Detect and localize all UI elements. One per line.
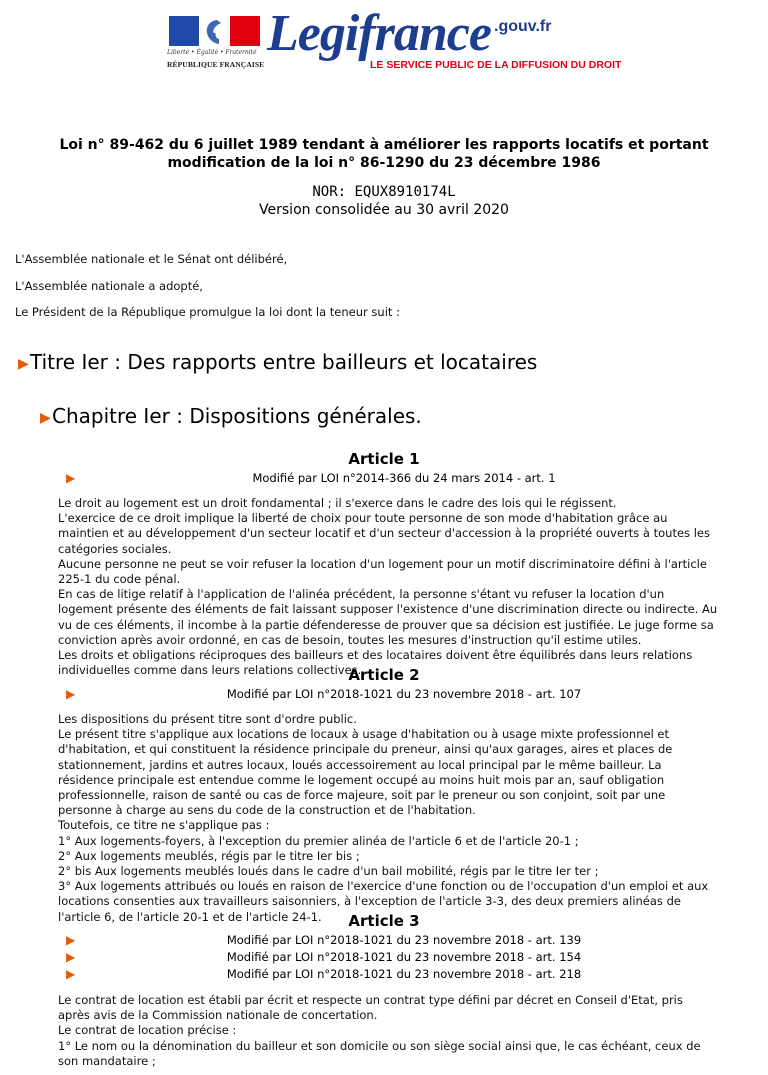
modification-link[interactable] (0, 686, 768, 702)
brand-name: Legifrance (267, 5, 491, 62)
text-line: Le présent titre s'applique aux locations de locaux à usage d'habitation ou à usage mixte professionnel et (58, 727, 669, 742)
modification-link[interactable] (0, 966, 768, 982)
nor-number: NOR: EQUX8910174L (312, 184, 456, 200)
tricolor-flag-icon (169, 16, 260, 46)
article-3-body (58, 993, 760, 1069)
article-3-title: Article 3 (348, 912, 420, 930)
text-line: catégories sociales. (58, 541, 172, 556)
text-line: En cas de litige relatif à l'application de l'alinéa précédent, la personne s'étant vu refuser la location d'un (58, 587, 665, 602)
text-line: L'exercice de ce droit implique la liberté de choix pour toute personne de son mode d'habitation grâce au (58, 511, 668, 526)
intro-line: L'Assemblée nationale a adopté, (15, 279, 203, 293)
text-line: stationnement, jardins et autres locaux, loués accessoirement au local principal par le même bailleur. La (58, 757, 662, 772)
article-1-title: Article 1 (348, 450, 420, 468)
text-line: professionnelle, raison de santé ou cas de force majeure, soit par le preneur ou son conjoint, soit par une (58, 788, 666, 803)
chapitre-heading[interactable] (40, 403, 422, 431)
text-line: Les dispositions du présent titre sont d'ordre public. (58, 712, 357, 726)
modification-text[interactable]: Modifié par LOI n°2018-1021 du 23 novembre 2018 - art. 218 (226, 967, 582, 981)
text-line: l'article 6, de l'article 20-1 et de l'article 24-1. (58, 909, 322, 924)
modification-text[interactable]: Modifié par LOI n°2018-1021 du 23 novembre 2018 - art. 154 (226, 950, 582, 964)
titre-heading-text: Titre Ier : Des rapports entre bailleurs et locataires (30, 350, 538, 374)
text-line: Aucune personne ne peut se voir refuser la location d'un logement pour un motif discriminatoire défini à l'article (58, 556, 707, 571)
consolidated-version: Version consolidée au 30 avril 2020 (259, 202, 509, 218)
republique-francaise-logo (167, 16, 265, 72)
text-line: 1° Le nom ou la dénomination du bailleur et son domicile ou son siège social ainsi que, le cas échéant, ceux de (58, 1038, 701, 1053)
text-line: 225-1 du code pénal. (58, 572, 181, 587)
modification-text[interactable]: Modifié par LOI n°2018-1021 du 23 novembre 2018 - art. 139 (226, 933, 582, 947)
text-line: maintien et au développement d'un secteur locatif et d'un secteur d'accession à la propriété ouverts à toutes les (58, 526, 710, 541)
modification-link[interactable] (0, 932, 768, 948)
chapitre-heading-text: Chapitre Ier : Dispositions générales. (52, 404, 422, 428)
orange-triangle-icon: ▶ (18, 355, 29, 372)
text-line: après avis de la Commission nationale de concertation. (58, 1008, 378, 1023)
orange-triangle-icon: ▶ (66, 687, 76, 701)
brand-domain: .gouv.fr (494, 18, 552, 35)
modification-text[interactable]: Modifié par LOI n°2014-366 du 24 mars 2014 - art. 1 (252, 471, 556, 485)
text-line: individuelles comme dans leurs relations collectives. (58, 663, 362, 678)
text-line: 2° bis Aux logements meublés loués dans le cadre d'un bail mobilité, régis par le titre Ier ter ; (58, 864, 599, 879)
modification-link[interactable] (0, 470, 768, 486)
text-line: vu de ces éléments, il incombe à la partie défenderesse de prouver que sa décision est justifiée. Le juge forme sa (58, 617, 714, 632)
text-line: conviction après avoir ordonné, en cas de besoin, toutes les mesures d'instruction qu'il estime utiles. (58, 632, 642, 647)
law-title-line-1: Loi n° 89-462 du 6 juillet 1989 tendant à améliorer les rapports locatifs et portant (59, 137, 709, 153)
legifrance-logo[interactable] (167, 5, 622, 76)
intro-line: Le Président de la République promulgue la loi dont la teneur suit : (15, 305, 400, 319)
orange-triangle-icon: ▶ (40, 409, 51, 426)
text-line: Les droits et obligations réciproques des bailleurs et des locataires doivent être équilibrés dans leurs relations (58, 648, 693, 663)
orange-triangle-icon: ▶ (66, 967, 76, 981)
republic-motto: Liberté • Égalité • Fraternité (167, 49, 257, 56)
article-2-title: Article 2 (348, 666, 420, 684)
modification-link[interactable] (0, 949, 768, 965)
orange-triangle-icon: ▶ (66, 933, 76, 947)
text-line: Le contrat de location est établi par écrit et respecte un contrat type défini par décret en Conseil d'Etat, pris (58, 993, 683, 1007)
text-line: son mandataire ; (58, 1053, 156, 1068)
text-line: Toutefois, ce titre ne s'applique pas : (58, 818, 270, 833)
text-line: locations consenties aux travailleurs saisonniers, à l'exception de l'article 3-3, des deux premiers alinéas de (58, 894, 681, 909)
modification-text[interactable]: Modifié par LOI n°2018-1021 du 23 novembre 2018 - art. 107 (226, 687, 582, 701)
orange-triangle-icon: ▶ (66, 950, 76, 964)
text-line: résidence principale est entendue comme le logement occupé au moins huit mois par an, sauf obligation (58, 772, 665, 787)
republic-name: RÉPUBLIQUE FRANÇAISE (167, 60, 265, 69)
marianne-profile-icon (203, 19, 225, 45)
text-line: Le droit au logement est un droit fondamental ; il s'exerce dans le cadre des lois qui le régissent. (58, 496, 617, 510)
text-line: logement présente des éléments de fait laissant supposer l'existence d'une discrimination directe ou indirecte. Au (58, 602, 718, 617)
law-title-line-2: modification de la loi n° 86-1290 du 23 décembre 1986 (167, 155, 601, 171)
brand-tagline: LE SERVICE PUBLIC DE LA DIFFUSION DU DROIT (370, 59, 622, 71)
article-2-body (58, 712, 760, 925)
text-line: d'habitation, et qui constituent la résidence principale du preneur, ainsi qu'aux garages, aires et places de (58, 742, 673, 757)
text-line: Le contrat de location précise : (58, 1023, 237, 1038)
article-1-body (58, 496, 760, 678)
intro-line: L'Assemblée nationale et le Sénat ont délibéré, (15, 252, 288, 266)
titre-heading[interactable] (18, 349, 537, 377)
text-line: 3° Aux logements attribués ou loués en raison de l'exercice d'une fonction ou de l'occupation d'un emploi et aux (58, 879, 709, 894)
text-line: 2° Aux logements meublés, régis par le titre Ier bis ; (58, 848, 360, 863)
text-line: 1° Aux logements-foyers, à l'exception du premier alinéa de l'article 6 et de l'article 20-1 ; (58, 833, 579, 848)
law-title (30, 136, 738, 172)
text-line: personne à charge au sens du code de la construction et de l'habitation. (58, 803, 476, 818)
orange-triangle-icon: ▶ (66, 471, 76, 485)
